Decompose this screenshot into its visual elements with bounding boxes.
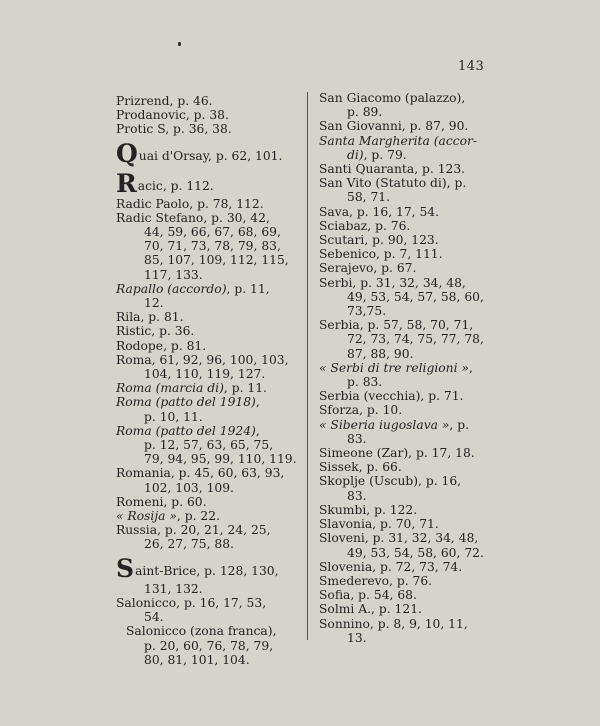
index-entry-text: Sciabaz, p. 76. bbox=[319, 218, 411, 233]
index-entry-line bbox=[116, 553, 300, 583]
index-entry-text: 80, 81, 101, 104. bbox=[144, 652, 250, 667]
index-entry-text: Slavonia, p. 70, 71. bbox=[319, 517, 439, 532]
index-entry bbox=[116, 424, 300, 467]
index-entry bbox=[116, 395, 300, 423]
index-entry-text: San Giacomo (palazzo), bbox=[319, 91, 466, 105]
index-entry bbox=[319, 403, 509, 417]
index-entry-line bbox=[319, 134, 509, 148]
index-entry-line bbox=[116, 639, 300, 653]
index-entry-line bbox=[116, 367, 300, 381]
index-entry-line bbox=[116, 225, 300, 239]
index-entry-line bbox=[319, 219, 509, 233]
index-entry-italic: « Siberia iugoslava » bbox=[319, 417, 450, 432]
index-entry bbox=[116, 122, 300, 136]
index-entry-text: Scutari, p. 90, 123. bbox=[319, 233, 439, 248]
index-entry-text: 102, 103, 109. bbox=[144, 480, 234, 495]
index-entry bbox=[116, 553, 300, 596]
index-entry-text: Roma, 61, 92, 96, 100, 103, bbox=[116, 352, 289, 367]
index-entry-line bbox=[116, 324, 300, 338]
index-entry-text: 73,75. bbox=[347, 304, 387, 319]
index-entry-text: 87, 88, 90. bbox=[347, 346, 414, 361]
index-entry bbox=[319, 233, 509, 247]
index-entry-text: Serbia, p. 57, 58, 70, 71, bbox=[319, 318, 474, 333]
index-entry-line bbox=[319, 503, 509, 517]
index-entry-line bbox=[116, 582, 300, 596]
index-entry-text: Sebenico, p. 7, 111. bbox=[319, 247, 443, 262]
index-entry-line bbox=[319, 290, 509, 304]
index-entry bbox=[116, 282, 300, 310]
index-entry-line bbox=[116, 310, 300, 324]
index-entry-text: , p. 11. bbox=[223, 381, 267, 396]
index-entry bbox=[319, 503, 509, 517]
index-entry-text: 49, 53, 54, 57, 58, 60, bbox=[347, 289, 484, 304]
index-entry-line bbox=[319, 162, 509, 176]
index-entry-text: 72, 73, 74, 75, 77, 78, bbox=[347, 332, 484, 347]
index-entry bbox=[319, 588, 509, 602]
index-entry-text: Russia, p. 20, 21, 24, 25, bbox=[116, 523, 271, 538]
index-entry-line bbox=[319, 247, 509, 261]
index-entry-italic: di) bbox=[347, 147, 364, 162]
index-entry bbox=[116, 381, 300, 395]
index-entry-line bbox=[319, 560, 509, 574]
index-entry-italic: Rapallo (accordo) bbox=[116, 281, 227, 296]
index-entry-line bbox=[116, 168, 300, 198]
index-entry bbox=[116, 509, 300, 523]
index-entry-line bbox=[116, 268, 300, 282]
index-entry-line bbox=[116, 122, 300, 136]
index-entry-line bbox=[319, 517, 509, 531]
index-entry-text: uai d'Orsay, p. 62, 101. bbox=[138, 148, 283, 163]
index-entry-text: Sloveni, p. 31, 32, 34, 48, bbox=[319, 531, 479, 546]
index-entry-line bbox=[116, 438, 300, 452]
index-entry-line bbox=[116, 94, 300, 108]
index-entry-text: Ristic, p. 36. bbox=[116, 324, 195, 339]
index-entry-line bbox=[319, 460, 509, 474]
index-entry bbox=[319, 517, 509, 531]
index-entry-line bbox=[319, 588, 509, 602]
index-entry-text: , p. bbox=[449, 417, 470, 432]
index-entry-line bbox=[319, 318, 509, 332]
index-entry bbox=[116, 168, 300, 198]
index-entry-line bbox=[319, 332, 509, 346]
index-entry-text: 70, 71, 73, 78, 79, 83, bbox=[144, 239, 281, 254]
index-entry-text: 49, 53, 54, 58, 60, 72. bbox=[347, 545, 484, 560]
index-entry bbox=[116, 324, 300, 338]
index-entry bbox=[319, 219, 509, 233]
index-entry-line bbox=[319, 631, 509, 645]
index-entry-line bbox=[116, 395, 300, 409]
index-entry-text: Smederevo, p. 76. bbox=[319, 573, 433, 588]
index-entry-line bbox=[319, 276, 509, 290]
index-entry-italic: Roma (marcia di) bbox=[116, 381, 224, 396]
index-entry bbox=[116, 523, 300, 551]
index-entry-text: acic, p. 112. bbox=[137, 178, 214, 193]
index-entry-text: Rila, p. 81. bbox=[116, 310, 184, 325]
index-entry-text: Solmi A., p. 121. bbox=[319, 602, 422, 617]
index-entry bbox=[319, 602, 509, 616]
index-entry-text: p. 20, 60, 76, 78, 79, bbox=[144, 638, 274, 653]
index-entry-line bbox=[319, 119, 509, 133]
index-entry-line bbox=[319, 233, 509, 247]
index-entry-text: , p. 11, bbox=[226, 281, 270, 296]
index-entry-line bbox=[116, 424, 300, 438]
index-entry-line bbox=[319, 389, 509, 403]
index-entry-text: Slovenia, p. 72, 73, 74. bbox=[319, 559, 463, 574]
index-entry-line bbox=[116, 211, 300, 225]
index-entry-text: Protic S, p. 36, 38. bbox=[116, 122, 232, 137]
index-entry-line bbox=[116, 624, 300, 638]
index-entry-text: p. 12, 57, 63, 65, 75, bbox=[144, 438, 274, 453]
index-entry-text: p. 83. bbox=[347, 375, 383, 390]
index-entry bbox=[319, 318, 509, 361]
index-entry bbox=[319, 134, 509, 162]
index-entry-line bbox=[116, 610, 300, 624]
index-entry-line bbox=[319, 261, 509, 275]
index-entry-line bbox=[319, 304, 509, 318]
index-entry-line bbox=[116, 253, 300, 267]
index-entry-line bbox=[116, 282, 300, 296]
index-entry-line bbox=[319, 574, 509, 588]
index-entry-text: p. 10, 11. bbox=[144, 409, 203, 424]
index-entry bbox=[116, 211, 300, 282]
index-entry bbox=[116, 197, 300, 211]
index-entry-text: 131, 132. bbox=[144, 581, 203, 596]
index-entry-line bbox=[116, 466, 300, 480]
index-entry-line bbox=[319, 418, 509, 432]
index-entry-text: p. 89. bbox=[347, 105, 383, 120]
index-entry bbox=[319, 162, 509, 176]
index-entry-text: 58, 71. bbox=[347, 190, 391, 205]
index-entry bbox=[116, 353, 300, 381]
index-letter-initial: R bbox=[116, 168, 137, 198]
index-entry-text: San Vito (Statuto di), p. bbox=[319, 176, 467, 191]
index-entry bbox=[319, 276, 509, 319]
index-entry-text: 44, 59, 66, 67, 68, 69, bbox=[144, 225, 281, 240]
index-entry-text: , bbox=[468, 360, 473, 375]
index-entry-text: , p. 22. bbox=[176, 509, 220, 524]
index-entry-text: 104, 110, 119, 127. bbox=[144, 367, 266, 382]
index-entry-line bbox=[319, 91, 509, 105]
index-entry bbox=[319, 418, 509, 446]
page-number: 143 bbox=[458, 59, 485, 74]
index-entry-text: , bbox=[255, 395, 260, 410]
index-entry bbox=[319, 176, 509, 204]
index-entry-line bbox=[116, 197, 300, 211]
index-entry-line bbox=[319, 375, 509, 389]
index-entry-text: Simeone (Zar), p. 17, 18. bbox=[319, 446, 475, 461]
index-entry-line bbox=[116, 537, 300, 551]
index-entry-line bbox=[319, 446, 509, 460]
index-entry-line bbox=[116, 653, 300, 667]
index-entry bbox=[116, 94, 300, 108]
index-entry-italic: Roma (patto del 1924) bbox=[116, 423, 256, 438]
index-entry-line bbox=[116, 495, 300, 509]
index-entry-text: San Giovanni, p. 87, 90. bbox=[319, 119, 469, 134]
index-letter-initial: Q bbox=[116, 138, 138, 168]
index-entry-line bbox=[319, 432, 509, 446]
index-entry bbox=[319, 531, 509, 559]
index-entry-text: 85, 107, 109, 112, 115, bbox=[144, 253, 289, 268]
index-entry-line bbox=[116, 596, 300, 610]
index-entry bbox=[319, 560, 509, 574]
index-entry-line bbox=[319, 190, 509, 204]
index-entry-text: Skumbi, p. 122. bbox=[319, 502, 418, 517]
index-entry-text: Sava, p. 16, 17, 54. bbox=[319, 204, 440, 219]
index-entry-text: Sofia, p. 54, 68. bbox=[319, 588, 417, 603]
index-entry bbox=[319, 389, 509, 403]
index-entry-text: 54. bbox=[144, 610, 164, 625]
index-entry bbox=[116, 596, 300, 624]
index-entry bbox=[116, 138, 300, 168]
index-entry-italic: Roma (patto del 1918) bbox=[116, 395, 256, 410]
index-entry-text: 79, 94, 95, 99, 110, 119. bbox=[144, 452, 297, 467]
index-entry-line bbox=[319, 361, 509, 375]
index-entry-text: Rodope, p. 81. bbox=[116, 338, 207, 353]
index-entry-text: , p. 79. bbox=[363, 147, 407, 162]
index-entry-text: Sonnino, p. 8, 9, 10, 11, bbox=[319, 616, 468, 631]
index-entry-line bbox=[116, 410, 300, 424]
index-entry bbox=[319, 91, 509, 119]
index-entry-line bbox=[116, 381, 300, 395]
index-entry-line bbox=[116, 239, 300, 253]
index-entry bbox=[319, 361, 509, 389]
index-entry-text: aint-Brice, p. 128, 130, bbox=[135, 563, 279, 578]
index-entry-line bbox=[116, 509, 300, 523]
index-entry-line bbox=[319, 617, 509, 631]
index-entry-text: Sissek, p. 66. bbox=[319, 460, 402, 475]
index-entry-line bbox=[319, 489, 509, 503]
index-entry-line bbox=[116, 339, 300, 353]
index-entry bbox=[116, 339, 300, 353]
index-entry-line bbox=[319, 347, 509, 361]
index-entry-line bbox=[116, 481, 300, 495]
index-entry-text: Skoplje (Uscub), p. 16, bbox=[319, 474, 462, 489]
index-entry bbox=[319, 119, 509, 133]
index-entry bbox=[319, 205, 509, 219]
index-entry-text: 83. bbox=[347, 431, 367, 446]
index-entry-italic: « Rosija » bbox=[116, 509, 177, 524]
index-entry-line bbox=[116, 452, 300, 466]
index-entry bbox=[319, 617, 509, 645]
index-entry-text: Salonicco (zona franca), bbox=[126, 624, 277, 639]
index-entry bbox=[319, 574, 509, 588]
index-entry bbox=[116, 310, 300, 324]
index-entry-text: Santi Quaranta, p. 123. bbox=[319, 162, 466, 177]
index-column-right bbox=[319, 91, 509, 645]
index-entry-text: Radic Stefano, p. 30, 42, bbox=[116, 210, 270, 225]
index-entry-line bbox=[319, 176, 509, 190]
index-entry bbox=[116, 466, 300, 494]
index-entry-text: Romeni, p. 60. bbox=[116, 494, 207, 509]
index-entry-text: Radic Paolo, p. 78, 112. bbox=[116, 196, 264, 211]
ink-speck bbox=[178, 42, 181, 46]
index-entry-text: 12. bbox=[144, 296, 164, 311]
index-entry-line bbox=[319, 546, 509, 560]
index-entry-line bbox=[116, 296, 300, 310]
index-entry bbox=[116, 495, 300, 509]
index-entry-line bbox=[319, 403, 509, 417]
index-entry bbox=[116, 624, 300, 667]
index-entry bbox=[116, 108, 300, 122]
index-entry-line bbox=[319, 602, 509, 616]
index-entry-line bbox=[319, 148, 509, 162]
index-entry bbox=[319, 460, 509, 474]
index-entry-text: Sforza, p. 10. bbox=[319, 403, 403, 418]
index-entry-line bbox=[116, 523, 300, 537]
index-entry-text: , bbox=[255, 423, 260, 438]
index-entry-line bbox=[319, 205, 509, 219]
index-entry-text: 13. bbox=[347, 630, 367, 645]
index-entry-line bbox=[116, 138, 300, 168]
index-entry-italic: « Serbi di tre religioni » bbox=[319, 360, 469, 375]
index-entry-line bbox=[319, 105, 509, 119]
index-entry-text: Romania, p. 45, 60, 63, 93, bbox=[116, 466, 285, 481]
index-letter-initial: S bbox=[116, 553, 135, 583]
index-entry-line bbox=[116, 108, 300, 122]
index-entry bbox=[319, 261, 509, 275]
index-entry-text: Serbia (vecchia), p. 71. bbox=[319, 389, 464, 404]
index-entry-text: Serbi, p. 31, 32, 34, 48, bbox=[319, 275, 466, 290]
index-entry bbox=[319, 247, 509, 261]
index-entry-text: Prizrend, p. 46. bbox=[116, 94, 213, 108]
index-entry-text: 117, 133. bbox=[144, 267, 203, 282]
index-entry-line bbox=[319, 531, 509, 545]
index-entry-text: Prodanovic, p. 38. bbox=[116, 108, 229, 123]
index-entry-text: 83. bbox=[347, 488, 367, 503]
index-entry-line bbox=[319, 474, 509, 488]
index-entry-text: 26, 27, 75, 88. bbox=[144, 537, 234, 552]
index-entry bbox=[319, 446, 509, 460]
column-divider bbox=[307, 92, 308, 640]
index-column-left bbox=[116, 94, 300, 667]
index-entry-text: Salonicco, p. 16, 17, 53, bbox=[116, 595, 267, 610]
index-entry bbox=[319, 474, 509, 502]
index-entry-italic: Santa Margherita (accor- bbox=[319, 133, 478, 148]
index-entry-line bbox=[116, 353, 300, 367]
index-entry-text: Serajevo, p. 67. bbox=[319, 261, 417, 276]
